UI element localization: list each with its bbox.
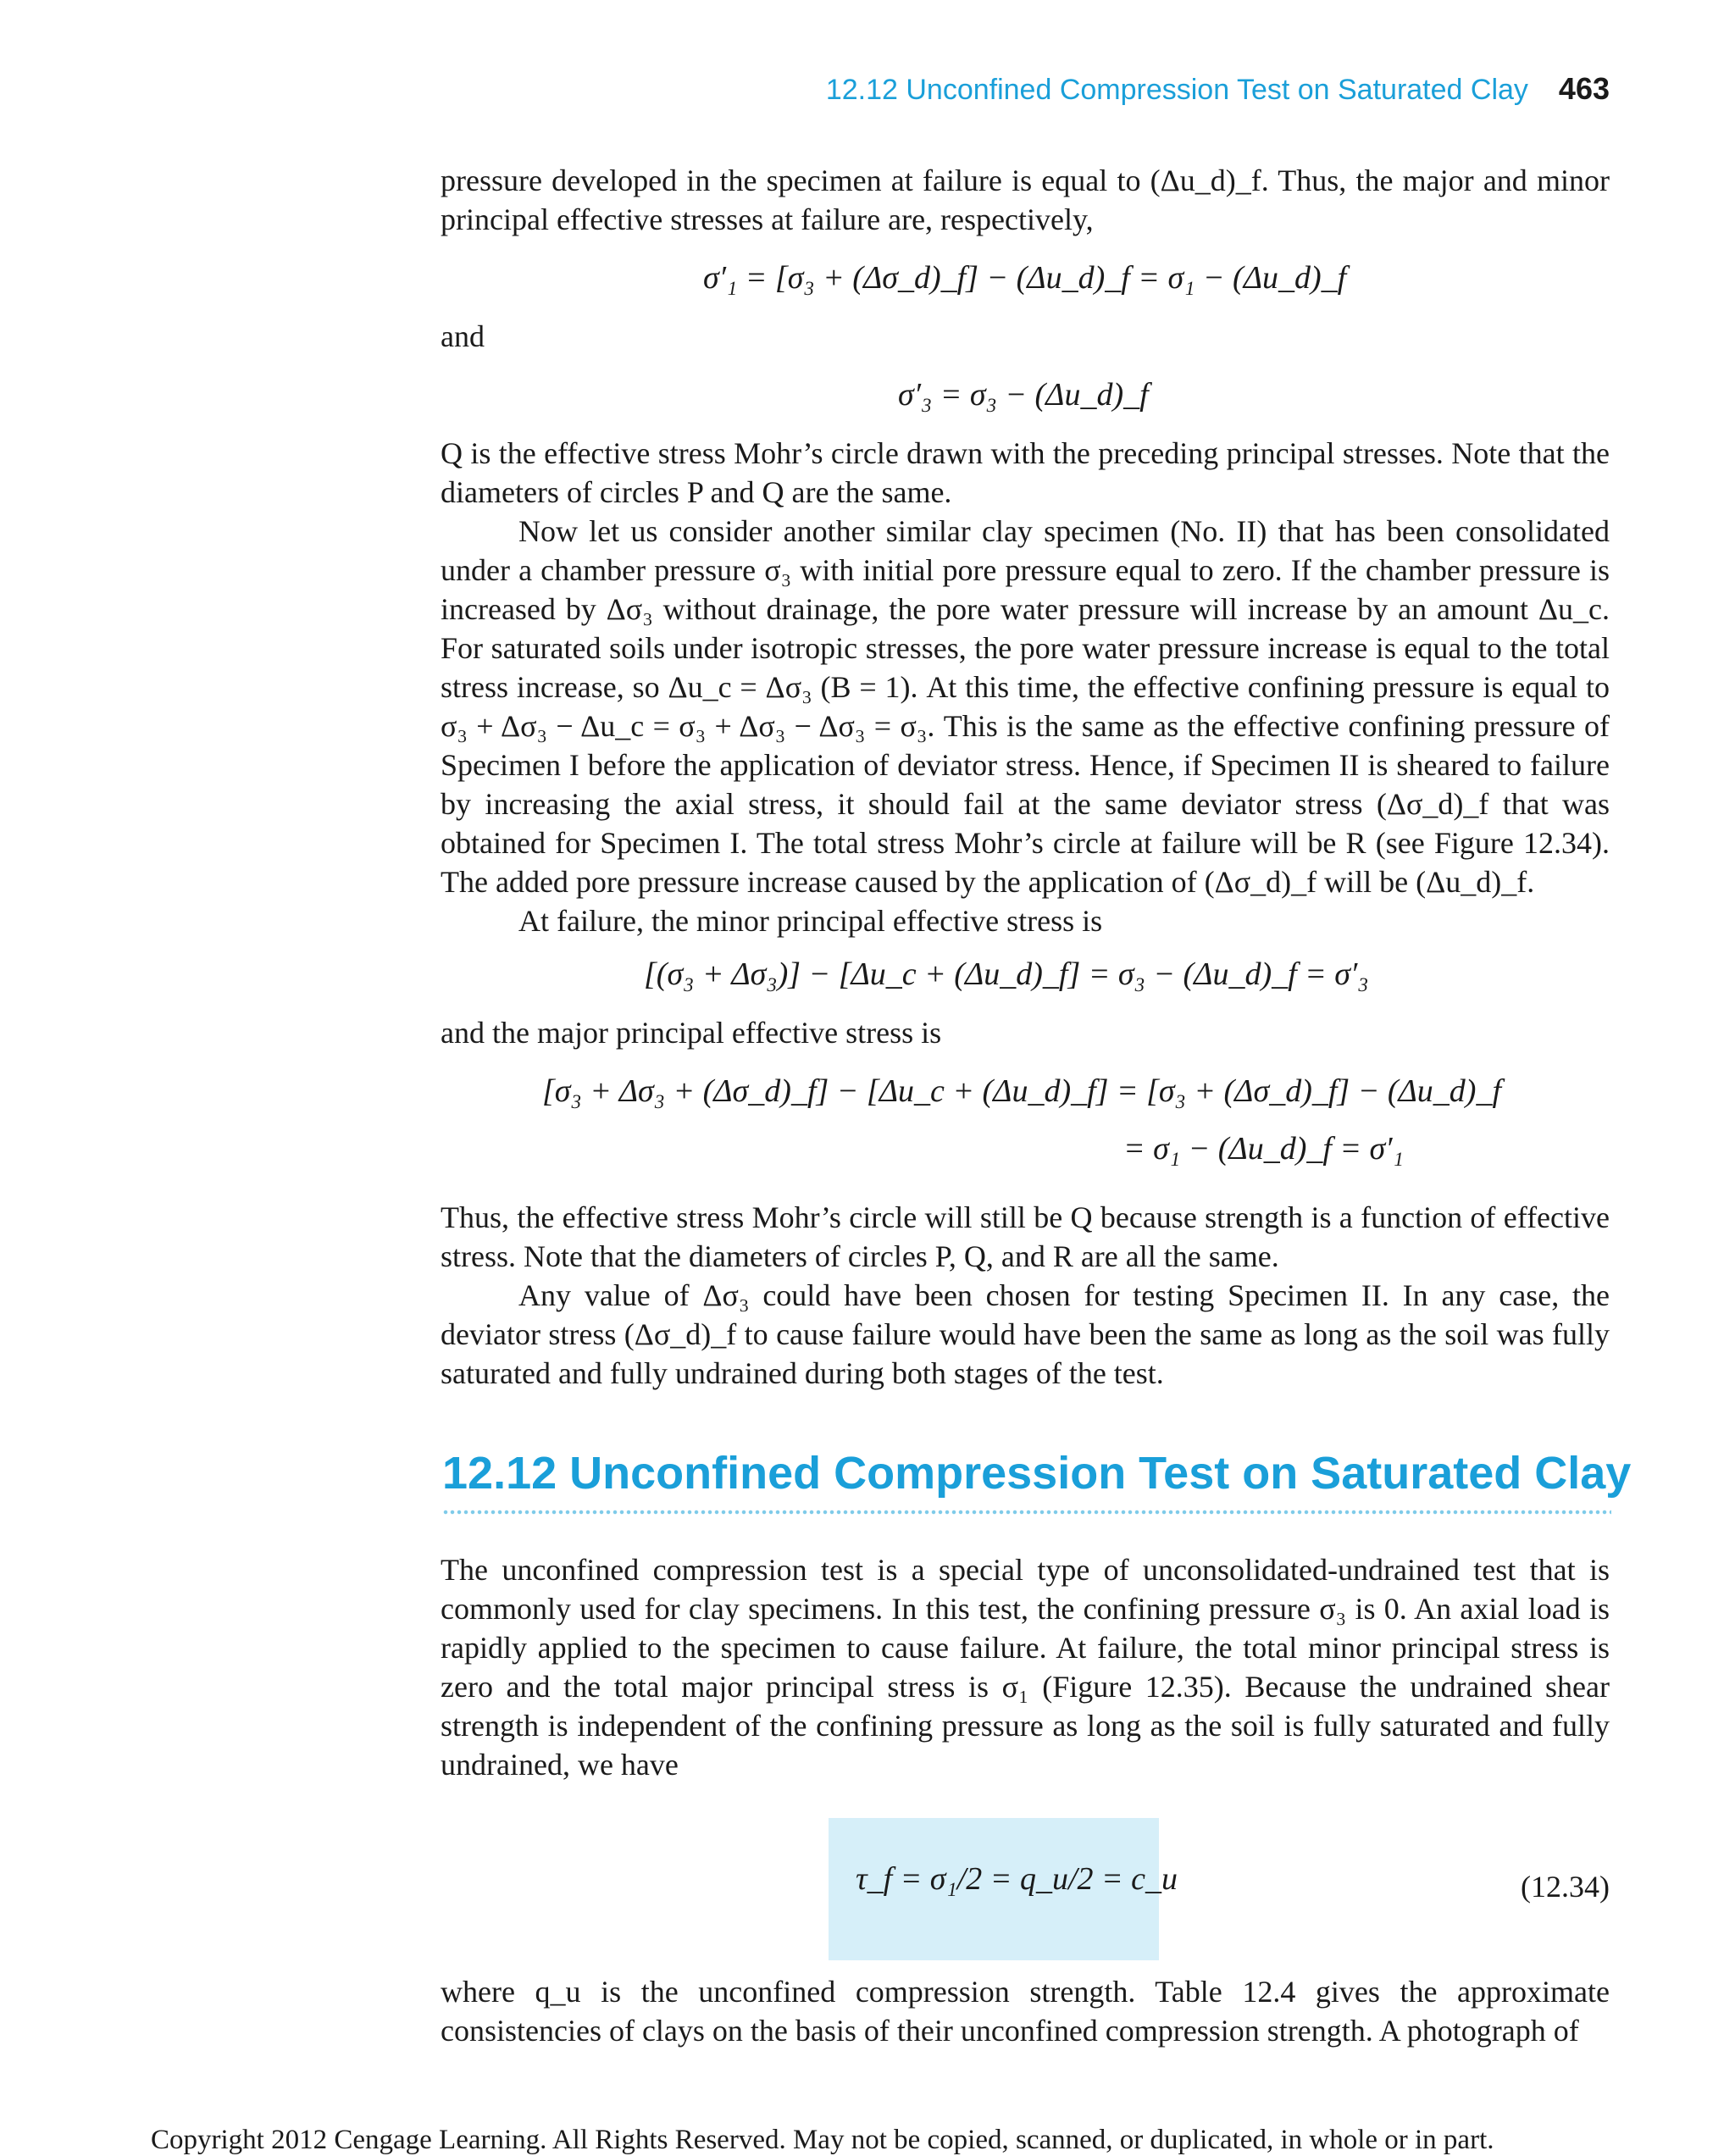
page-number: 463	[1558, 71, 1610, 106]
paragraph-unconfined	[441, 1550, 1610, 1784]
equation-major-effective-line1: [σ₃ + Δσ₃ + (Δσ_d)_f] − [Δu_c + (Δu_d)_f] = [σ₃ + (Δσ_d)_f] − (Δu_d)_f	[542, 1073, 1502, 1109]
para2: Q is the effective stress Mohr’s circle drawn with the preceding principal stresses. Note that the diameters of circles P and Q are the same.	[441, 436, 1610, 509]
para8: The unconfined compression test is a special type of unconsolidated-undrained test that is commonly used for clay specimens. In this test, the confining pressure σ₃ is 0. An axial load is rapidly applied to the specimen to cause failure. At failure, the total minor principal stress is zero and the total major principal stress is σ₁ (Figure 12.35). Because the undrained shear strength is independent of the confining pressure as long as the soil is fully saturated and fully undrained, we have	[441, 1553, 1610, 1782]
equation-number: (12.34)	[1521, 1870, 1610, 1904]
para1: pressure developed in the specimen at failure is equal to (Δu_d)_f. Thus, the major and minor principal effective stresses at failure are, respectively,	[441, 164, 1610, 236]
paragraph-conclusion	[441, 1198, 1610, 1393]
paragraph-intro	[441, 161, 1610, 239]
paragraph-major	[441, 1013, 1610, 1052]
paragraph-circles	[441, 434, 1610, 940]
para3: Now let us consider another similar clay specimen (No. II) that has been consolidated under a chamber pressure σ₃ with initial pore pressure equal to zero. If the chamber pressure is increased by Δσ₃ without drainage, the pore water pressure will increase by an amount Δu_c. For saturated soils under isotropic stresses, the pore water pressure increase is equal to the total stress increase, so Δu_c = Δσ₃ (B = 1). At this time, the effective confining pressure is equal to σ₃ + Δσ₃ − Δu_c = σ₃ + Δσ₃ − Δσ₃ = σ₃. This is the same as the effective confining pressure of Specimen I before the application of deviator stress. Hence, if Specimen II is sheared to failure by increasing the axial stress, it should fail at the same deviator stress (Δσ_d)_f that was obtained for Specimen I. The total stress Mohr’s circle at failure will be R (see Figure 12.34). The added pore pressure increase caused by the application of (Δσ_d)_f will be (Δu_d)_f.	[441, 514, 1610, 899]
paragraph-where	[441, 1972, 1610, 2050]
para6: Thus, the effective stress Mohr’s circle will still be Q because strength is a function of effective stress. Note that the diameters of circles P, Q, and R are all the same.	[441, 1200, 1610, 1273]
para7: Any value of Δσ₃ could have been chosen for testing Specimen II. In any case, the deviator stress (Δσ_d)_f to cause failure would have been the same as long as the soil was fully saturated and fully undrained during both stages of the test.	[441, 1278, 1610, 1390]
equation-sigma3-prime: σ′₃ = σ₃ − (Δu_d)_f	[898, 377, 1149, 413]
equation-12-34: τ_f = σ₁/2 = q_u/2 = c_u	[856, 1861, 1178, 1897]
para5: and the major principal effective stress is	[441, 1016, 942, 1050]
section-divider	[442, 1510, 1611, 1515]
equation-major-effective-line2: = σ₁ − (Δu_d)_f = σ′₁	[1123, 1131, 1404, 1167]
equation-minor-effective: [(σ₃ + Δσ₃)] − [Δu_c + (Δu_d)_f] = σ₃ − (Δu_d)_f = σ′₃	[644, 956, 1369, 992]
copyright-footer: Copyright 2012 Cengage Learning. All Rights Reserved. May not be copied, scanned, or duplicated, in whole or in part.	[151, 2125, 1494, 2155]
running-header	[826, 71, 1610, 107]
para9: where q_u is the unconfined compression strength. Table 12.4 gives the approximate consistencies of clays on the basis of their unconfined compression strength. A photograph of	[441, 1975, 1610, 2048]
section-heading: 12.12 Unconfined Compression Test on Saturated Clay	[442, 1448, 1632, 1499]
para4: At failure, the minor principal effective stress is	[518, 904, 1103, 938]
running-header-section: 12.12 Unconfined Compression Test on Saturated Clay	[825, 74, 1528, 106]
equation-sigma1-prime: σ′₁ = [σ₃ + (Δσ_d)_f] − (Δu_d)_f = σ₁ − (Δu_d)_f	[703, 260, 1347, 296]
and-label-container	[441, 317, 1610, 356]
and-label: and	[441, 319, 485, 353]
